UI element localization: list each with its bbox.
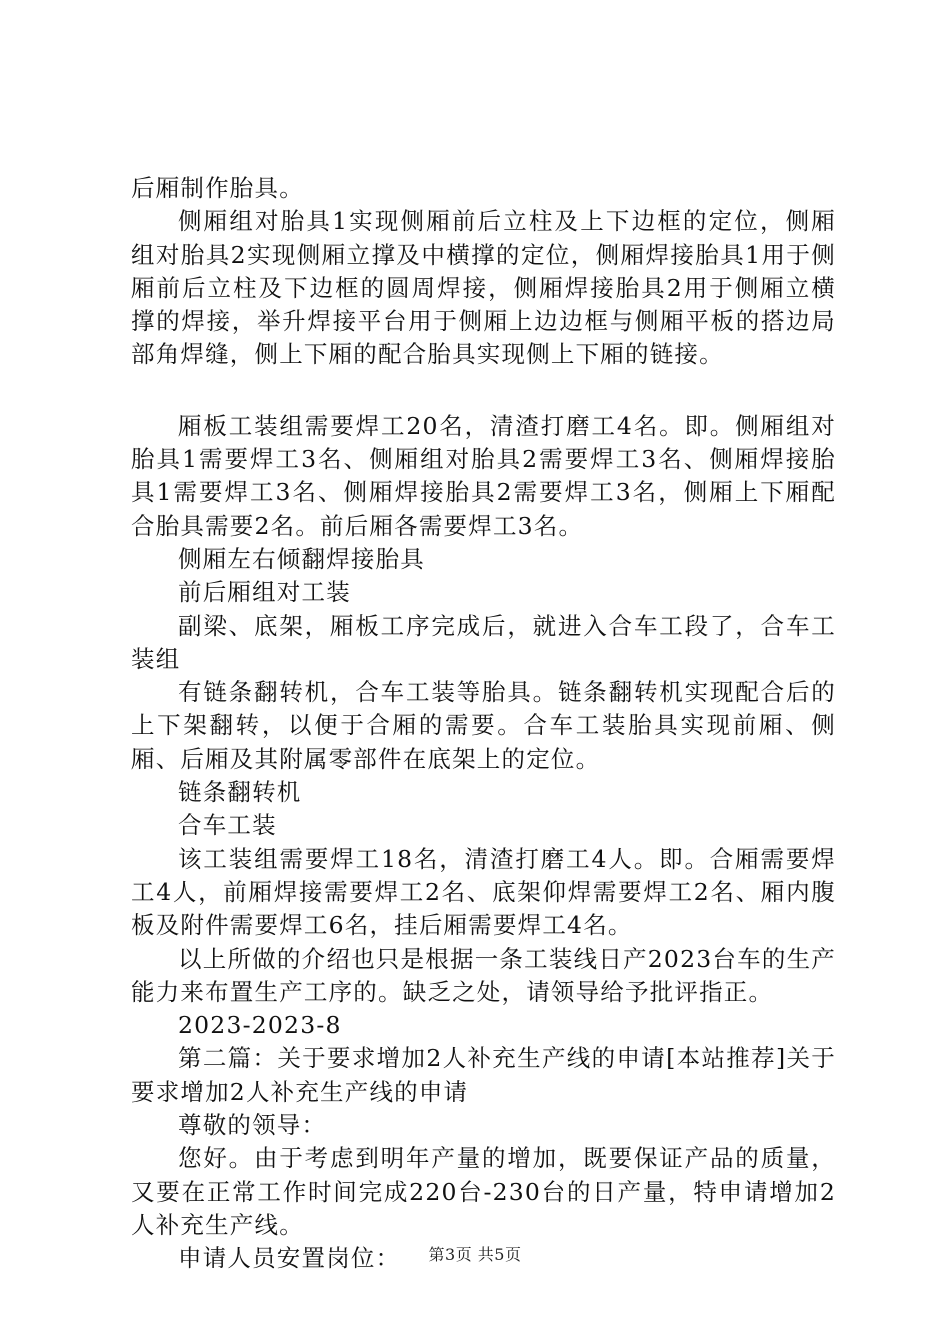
- paragraph: 链条翻转机: [178, 778, 302, 807]
- paragraph: 合车工装: [178, 811, 277, 840]
- paragraph: 前后厢组对工装: [178, 578, 351, 607]
- paragraph: 副梁、底架，厢板工序完成后，就进入合车工段了，合车工装组: [131, 611, 836, 673]
- paragraph: 以上所做的介绍也只是根据一条工装线日产2023台车的生产能力来布置生产工序的。缺乏之处，请领导给予批评指正。: [131, 944, 836, 1006]
- paragraph: 侧厢组对胎具1实现侧厢前后立柱及上下边框的定位，侧厢组对胎具2实现侧厢立撑及中横撑的定位，侧厢焊接胎具1用于侧厢前后立柱及下边框的圆周焊接，侧厢焊接胎具2用于侧厢立横撑的焊接，举升焊接平台用于侧厢上边边框与侧厢平板的搭边局部角焊缝，侧上下厢的配合胎具实现侧上下厢的链接。: [131, 207, 836, 369]
- paragraph: 申请人员安置岗位：: [178, 1244, 401, 1273]
- page-number-footer: 第3页 共5页: [428, 1245, 522, 1264]
- paragraph: 后厢制作胎具。: [131, 174, 304, 202]
- section-heading: 第二篇：关于要求增加2人补充生产线的申请[本站推荐]关于要求增加2人补充生产线的申请: [131, 1044, 836, 1106]
- date-line: 2023-2023-8: [178, 1011, 342, 1040]
- paragraph: 有链条翻转机，合车工装等胎具。链条翻转机实现配合后的上下架翻转，以便于合厢的需要。合车工装胎具实现前厢、侧厢、后厢及其附属零部件在底架上的定位。: [131, 678, 836, 773]
- paragraph: 厢板工装组需要焊工20名，清渣打磨工4名。即。侧厢组对胎具1需要焊工3名、侧厢组对胎具2需要焊工3名、侧厢焊接胎具1需要焊工3名、侧厢焊接胎具2需要焊工3名，侧厢上下厢配合胎具需要2名。前后厢各需要焊工3名。: [131, 411, 836, 540]
- paragraph: 您好。由于考虑到明年产量的增加，既要保证产品的质量，又要在正常工作时间完成220台-230台的日产量，特申请增加2人补充生产线。: [131, 1144, 836, 1239]
- paragraph: 侧厢左右倾翻焊接胎具: [178, 544, 425, 573]
- paragraph: 该工装组需要焊工18名，清渣打磨工4人。即。合厢需要焊工4人，前厢焊接需要焊工2名、底架仰焊需要焊工2名、厢内腹板及附件需要焊工6名，挂后厢需要焊工4名。: [131, 844, 836, 940]
- document-body: [131, 172, 836, 1276]
- salutation: 尊敬的领导：: [178, 1111, 327, 1140]
